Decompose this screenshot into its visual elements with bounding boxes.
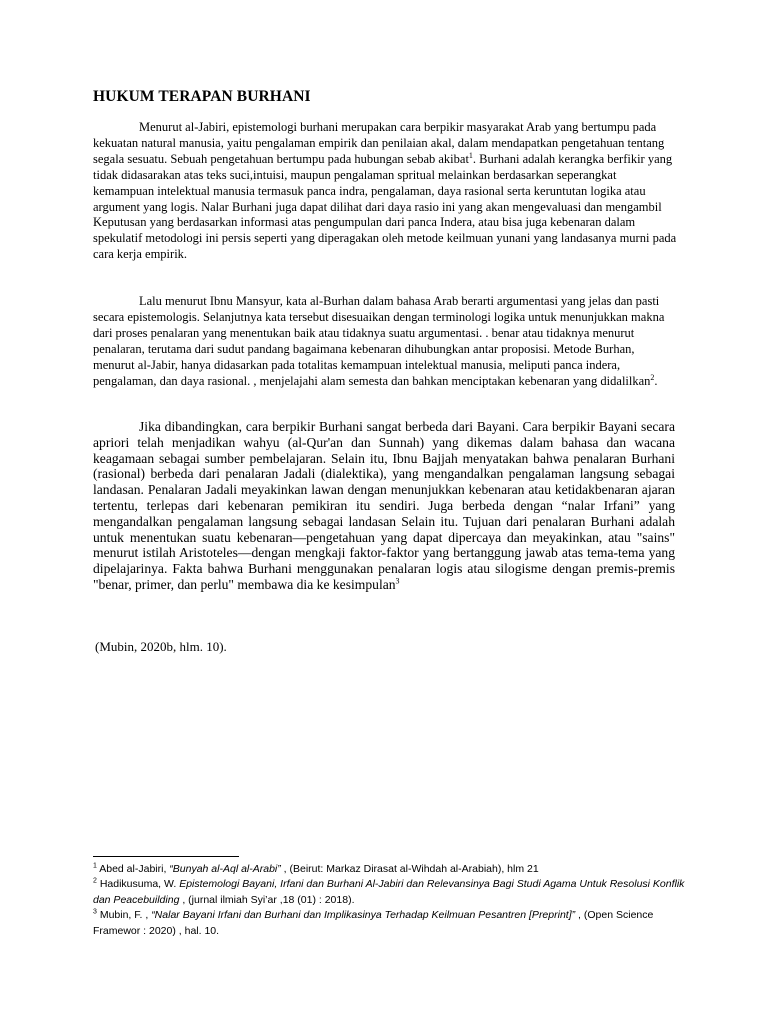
footnote-1 [93,862,693,878]
footnote-text: Mubin, F. , [96,909,152,921]
page-title: HUKUM TERAPAN BURHANI [93,88,311,105]
footnote-divider [93,856,239,857]
footnote-ref-1[interactable]: 1 [468,150,473,160]
citation: (Mubin, 2020b, hlm. 10). [95,639,227,654]
footnote-title: “Bunyah al-Aql al-Arabi” [169,863,284,875]
footnote-ref-3[interactable]: 3 [395,576,400,586]
paragraph-1-text-b: . Burhani adalah kerangka berfikir yang tidak didasarakan atas teks suci,intuisi, maupun pengalaman spritual melainkan berdasarkan seperangkat kemampuan intelektual manusia termasuk panca indra, pengalaman, daya rasional serta keruntutan logika atau argument yang logis. Nalar Burhani juga dapat dilihat dari daya rasio ini yang akan mengevaluasi dan mengambil Keputusan yang berdasarkan informasi atas pengumpulan dari panca Indera, atau bisa juga kebenaran dalam spekulatif metodologi ini persis seperti yang diperagakan oleh metode keilmuan yunani yang landasanya murni pada cara kerja empirik. [93,151,677,262]
footnote-text: , (Beirut: Markaz Dirasat al-Wihdah al-Arabiah), hlm 21 [283,863,539,875]
footnote-text: Abed al-Jabiri, [96,863,170,875]
paragraph-1-text-a: Menurut al-Jabiri, epistemologi burhani merupakan cara berpikir masyarakat Arab yang bertumpu pada kekuatan natural manusia, yaitu pengalaman empirik dan penilaian akal, dalam mendapatkan pengetahuan tentang segala sesuatu. Sebuah pengetahuan bertumpu pada hubungan sebab akibat [93,120,665,166]
footnote-3 [93,908,693,939]
footnote-text: , (jurnal ilmiah Syi’ar ,18 (01) : 2018). [182,893,355,906]
footnote-ref-2[interactable]: 2 [650,372,655,382]
paragraph-2-text-a: Lalu menurut Ibnu Mansyur, kata al-Burhan dalam bahasa Arab berarti argumentasi yang jelas dan pasti secara epistemologis. Selanjutnya kata tersebut disesuaikan dengan terminologi logika untuk menunjukkan makna dari proses penalaran yang menentukan baik atau tidaknya suatu argumentasi. . benar atau tidaknya menurut penalaran, terutama dari sudut pandang bagaimana kebenaran dihubungkan antar proposisi. Metode Burhan, menurut al-Jabir, hanya didasarkan pada totalitas kemampuan intelektual manusia, meliputi panca indera, pengalaman, dan daya rasional. , menjelajahi alam semesta dan bahkan menciptakan kebenaran yang didalilkan [93,294,665,388]
paragraph-3 [93,419,675,593]
paragraph-2-text-b: . [654,373,658,388]
footnote-text: , (Open Science Framewor : 2020) , hal. 10. [93,909,654,937]
paragraph-1 [93,120,677,263]
footnote-2 [93,877,693,908]
paragraph-2 [93,294,677,389]
footnote-number: 3 [93,908,97,916]
footnote-number: 1 [93,862,97,870]
paragraph-3-text: Jika dibandingkan, cara berpikir Burhani sangat berbeda dari Bayani. Cara berpikir Bayani secara apriori telah menjadikan wahyu (al-Qur'an dan Sunnah) yang dikemas dalam bahasa dan wacana keagamaan sebagai sumber pembelajaran. Selain itu, Ibnu Bajjah menyatakan bahwa penalaran Burhani (rasional) berbeda dari penalaran Jadali (dialektika), yang mengandalkan pengalaman langsung sebagai landasan. Penalaran Jadali meyakinkan lawan dengan menunjukkan kebenaran atau ketidakbenaran ajaran tertentu, terlepas dari kebenaran pemikiran itu sendiri. Juga berbeda dengan “nalar Irfani” yang mengandalkan pengalaman langsung sebagai landasan Selain itu. Tujuan dari penalaran Burhani adalah untuk menentukan suatu kebenaran—pengetahuan yang dapat dipercaya dan meyakinkan, atau "sains" menurut istilah Aristoteles—dengan mengkaji faktor-faktor yang bertanggung jawab atas tema-tema yang dipelajarinya. Fakta bahwa Burhani menggunakan penalaran logis atau silogisme dengan premis-premis "benar, primer, dan perlu" membawa dia ke kesimpulan [93,419,675,592]
footnote-text: Hadikusuma, W. [96,878,180,890]
footnote-number: 2 [93,877,97,885]
footnote-title: Epistemologi Bayani, Irfani dan Burhani Al-Jabiri dan Relevansinya Bagi Studi Agama Untuk Resolusi Konflik dan Peacebuilding [93,878,685,906]
footnote-title: “Nalar Bayani Irfani dan Burhani dan Implikasinya Terhadap Keilmuan Pesantren [Preprint]” [151,909,579,921]
